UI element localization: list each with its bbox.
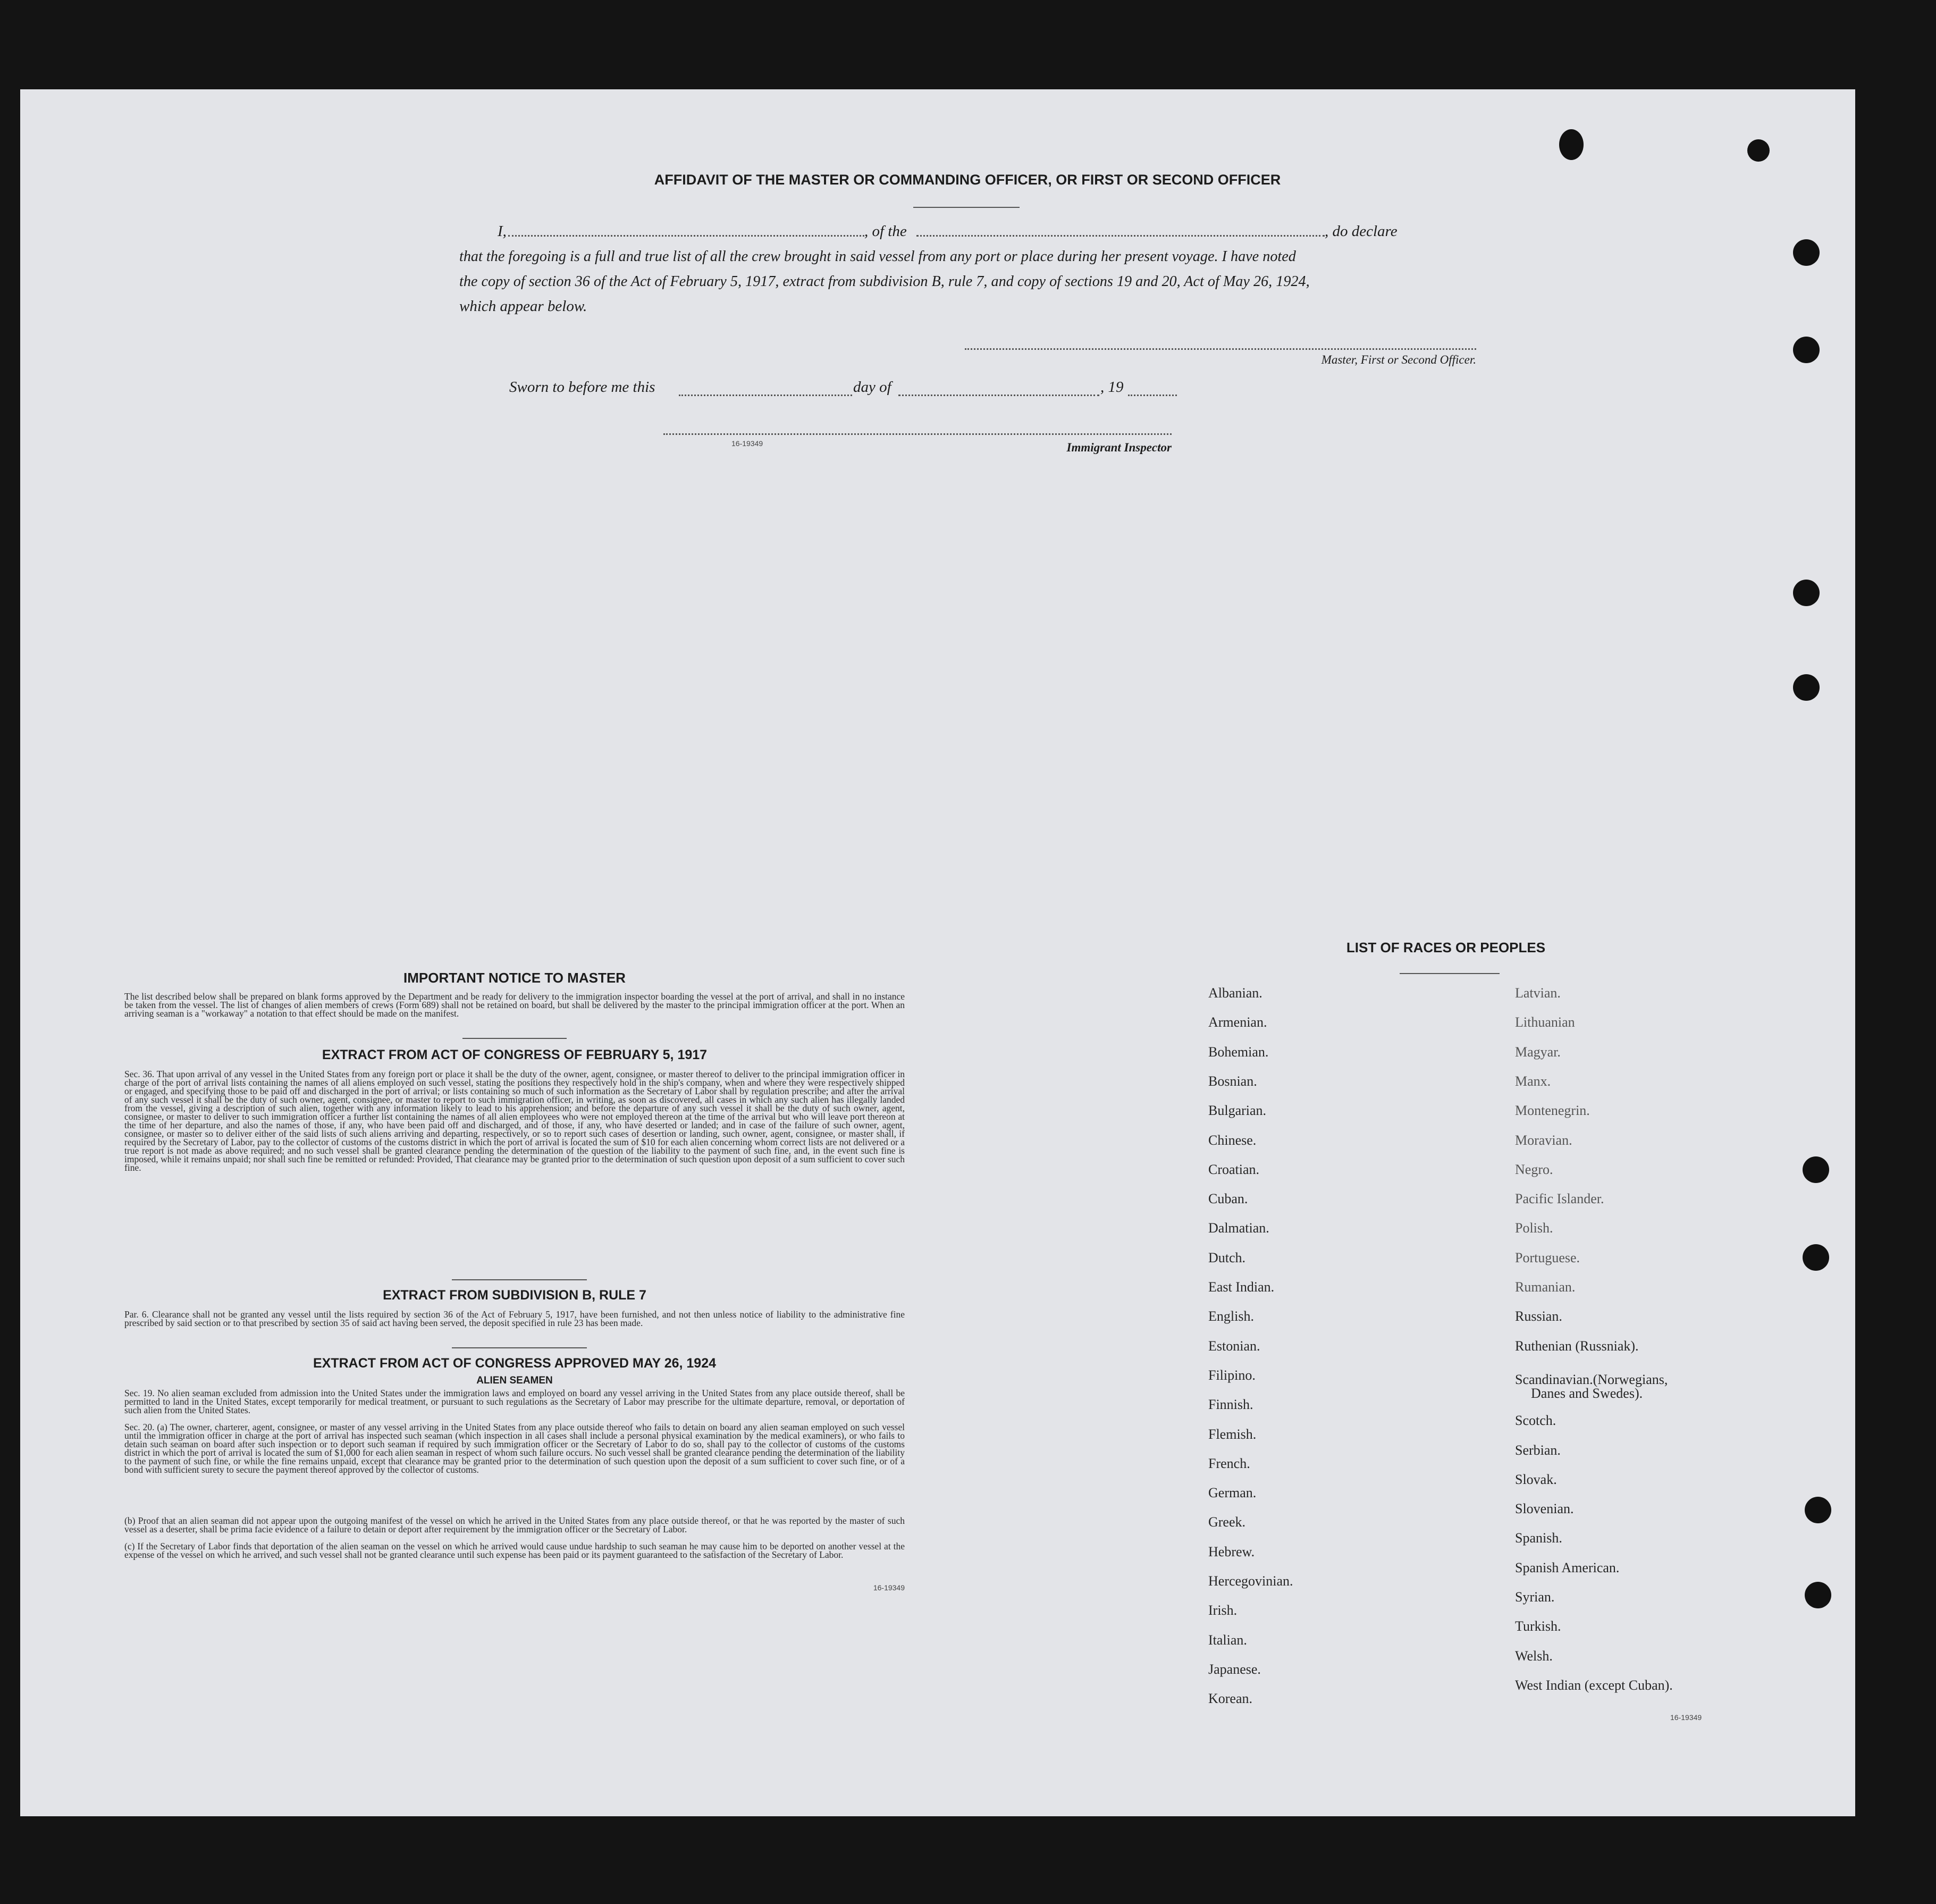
- sec-20c-text: (c) If the Secretary of Labor finds that deportation of the alien seaman on the vessel on which he arrived would cause undue hardship to such seaman he may cause him to be deported on another vessel at the expense of the vessel on which he arrived, and such vessel shall not be granted clearance until such expense has been paid or its payment guaranteed to the satisfaction of the Secretary of Labor.: [124, 1541, 905, 1560]
- affidavit-title: AFFIDAVIT OF THE MASTER OR COMMANDING OFFICER, OR FIRST OR SECOND OFFICER: [654, 172, 1281, 188]
- race-item: German.: [1208, 1485, 1257, 1501]
- race-item: Japanese.: [1208, 1661, 1261, 1677]
- race-item: Portuguese.: [1515, 1249, 1580, 1265]
- race-item: Polish.: [1515, 1220, 1553, 1236]
- race-item: Albanian.: [1208, 985, 1262, 1001]
- race-item: Estonian.: [1208, 1338, 1260, 1354]
- race-item: East Indian.: [1208, 1279, 1275, 1295]
- race-item: Magyar.: [1515, 1044, 1561, 1060]
- race-item: West Indian (except Cuban).: [1515, 1677, 1673, 1693]
- race-item: Manx.: [1515, 1073, 1551, 1089]
- race-item: Russian.: [1515, 1309, 1562, 1324]
- master-signature-line[interactable]: [965, 348, 1476, 350]
- punch-hole: [1559, 129, 1584, 160]
- punch-hole: [1793, 674, 1820, 701]
- race-item: Armenian.: [1208, 1014, 1267, 1030]
- race-item: Bosnian.: [1208, 1073, 1257, 1089]
- affidavit-line-4: which appear below.: [459, 298, 587, 315]
- master-label: Master, First or Second Officer.: [1321, 353, 1476, 366]
- race-item: Moravian.: [1515, 1132, 1572, 1148]
- notice-title: IMPORTANT NOTICE TO MASTER: [403, 970, 626, 986]
- extract-rule7-title: EXTRACT FROM SUBDIVISION B, RULE 7: [383, 1288, 646, 1303]
- affidavit-line-2: that the foregoing is a full and true list of all the crew brought in said vessel from any port or place during her present voyage. I have noted: [459, 248, 1296, 265]
- title-divider: [913, 207, 1020, 208]
- race-item: Croatian.: [1208, 1161, 1260, 1177]
- race-item: Hebrew.: [1208, 1544, 1255, 1559]
- punch-hole: [1803, 1244, 1829, 1271]
- race-item: Filipino.: [1208, 1367, 1256, 1383]
- punch-hole: [1793, 580, 1820, 606]
- race-item: Greek.: [1208, 1514, 1246, 1530]
- extract-1917-text: Sec. 36. That upon arrival of any vessel in the United States from any foreign port or place it shall be the duty of the owner, agent, consignee, or master thereof to deliver to the principal immigration officer in charge of the port of arrival lists containing the names of all aliens employed on such vessel, stating the positions they respectively hold in the ship's company, when and where they were respectively shipped or engaged, and specifying those to be paid off and discharged in the port of arrival; or lists containing so much of such information as the Secretary of Labor shall by regulation prescribe; and after the arrival of any such vessel it shall be the duty of such owner, agent, consignee, or master to report to such immigration officer, in writing, as soon as discovered, all cases in which any such alien has illegally landed from the vessel, giving a description of such alien, together with any information likely to lead to his apprehension; and before the departure of any such vessel it shall be the duty of such owner, agent, consignee, or master to deliver to such immigration officer a further list containing the names of all alien employees who were not employed thereon at the time of the arrival but who will leave port thereon at the time of her departure, and also the names of those, if any, who have been paid off and discharged, and of those, if any, who have deserted or landed; and in case of the failure of such owner, agent, consignee, or master so to deliver either of the said lists of such aliens arriving and departing, respectively, or so to report such cases of desertion or landing, such owner, agent, consignee, or master shall, if required by the Secretary of Labor, pay to the collector of customs of the customs district in which the port of arrival is located the sum of $10 for each alien concerning whom correct lists are not delivered or a true report is not made as above required; and no such vessel shall be granted clearance pending the determination of the question of the liability to the payment of such fine, and, in the event such fine is imposed, while it remains unpaid; nor shall such fine be remitted or refunded: Provided, That clearance may be granted prior to the determination of such question upon deposit of a sum sufficient to cover such fine.: [124, 1069, 905, 1173]
- affidavit-body: [459, 219, 1476, 319]
- sec-20a-text: Sec. 20. (a) The owner, charterer, agent, consignee, or master of any vessel arriving in the United States from any place outside thereof who fails to detain on board any alien seaman employed on such vessel until the immigration officer in charge at the port of arrival has inspected such seaman (which inspection in all cases shall include a personal physical examination by the medical examiners), or who fails to detain such seaman on board after such inspection or to deport such seaman if required by such immigration officer or the Secretary of Labor to do so, shall pay to the collector of customs of the customs district in which the port of arrival is located the sum of $1,000 for each alien seaman in respect of whom such failure occurs. No such vessel shall be granted clearance pending the determination of the liability to the payment of such fine, or while the fine remains unpaid, except that clearance may be granted prior to the determination of such question upon the deposit of a sum sufficient to cover such fine, or of a bond with sufficient surety to secure the payment thereof approved by the collector of customs.: [124, 1422, 905, 1475]
- extract-1924-title: EXTRACT FROM ACT OF CONGRESS APPROVED MAY 26, 1924: [313, 1356, 717, 1371]
- divider: [452, 1279, 587, 1280]
- race-item: Dutch.: [1208, 1249, 1246, 1265]
- race-item: Bohemian.: [1208, 1044, 1269, 1060]
- race-item: Spanish.: [1515, 1530, 1562, 1546]
- race-item: French.: [1208, 1455, 1250, 1471]
- punch-hole: [1803, 1156, 1829, 1183]
- race-item: Ruthenian (Russniak).: [1515, 1338, 1639, 1354]
- race-item: Welsh.: [1515, 1648, 1553, 1664]
- race-item: Italian.: [1208, 1632, 1247, 1648]
- extract-rule7-text: Par. 6. Clearance shall not be granted any vessel until the lists required by section 36 of the Act of February 5, 1917, have been furnished, and not then unless notice of liability to the administrative fine prescribed by said section or to that prescribed by section 35 of said act having been served, the deposit specified in rule 23 has been made.: [124, 1309, 905, 1328]
- race-item: Lithuanian: [1515, 1014, 1575, 1030]
- sworn-month-blank[interactable]: [898, 395, 1099, 396]
- inspector-signature-line[interactable]: [663, 433, 1172, 435]
- race-item: Spanish American.: [1515, 1559, 1620, 1575]
- race-item: Pacific Islander.: [1515, 1191, 1604, 1207]
- race-item: Latvian.: [1515, 985, 1561, 1001]
- race-item: Slovenian.: [1515, 1501, 1574, 1517]
- punch-hole: [1747, 139, 1770, 162]
- race-item: English.: [1208, 1309, 1254, 1324]
- vessel-blank[interactable]: [916, 235, 1325, 237]
- races-form-code: 16-19349: [1670, 1713, 1702, 1722]
- race-item: Montenegrin.: [1515, 1103, 1590, 1119]
- race-item: Cuban.: [1208, 1191, 1248, 1207]
- race-item: Korean.: [1208, 1691, 1253, 1707]
- alien-seamen-subtitle: ALIEN SEAMEN: [476, 1375, 553, 1386]
- notice-text: The list described below shall be prepared on blank forms approved by the Department and be ready for delivery to the immigration inspector boarding the vessel at the port of arrival, and shall in no instance be taken from the vessel. The list of changes of alien members of crews (Form 689) shall not be retained on board, but shall be delivered by the master to the principal immigration officer at the port. When an arriving seaman is a "workaway" a notation to that effect should be made on the manifest.: [124, 991, 905, 1019]
- name-blank[interactable]: [508, 235, 864, 237]
- notice-column: [124, 970, 905, 1592]
- race-item: Dalmatian.: [1208, 1220, 1269, 1236]
- races-divider: [1400, 973, 1500, 974]
- divider: [462, 1038, 567, 1039]
- race-item: Danes and Swedes).: [1531, 1386, 1643, 1401]
- race-item: Hercegovinian.: [1208, 1573, 1293, 1589]
- punch-hole: [1805, 1582, 1831, 1608]
- race-item: Scotch.: [1515, 1413, 1556, 1429]
- extract-1917-title: EXTRACT FROM ACT OF CONGRESS OF FEBRUARY 5, 1917: [322, 1047, 708, 1062]
- race-item: Rumanian.: [1515, 1279, 1576, 1295]
- affidavit-i: I,: [498, 223, 507, 240]
- sworn-day-blank[interactable]: [679, 395, 852, 396]
- inspector-label: Immigrant Inspector: [1066, 441, 1172, 454]
- race-item: Flemish.: [1208, 1426, 1257, 1442]
- race-item: Bulgarian.: [1208, 1103, 1267, 1119]
- affidavit-line-3: the copy of section 36 of the Act of February 5, 1917, extract from subdivision B, rule 7, and copy of sections 19 and 20, Act of May 26, 1924,: [459, 273, 1310, 290]
- race-item: Chinese.: [1208, 1132, 1257, 1148]
- race-item: Slovak.: [1515, 1471, 1557, 1487]
- race-item: Negro.: [1515, 1161, 1553, 1177]
- affidavit-of-the: , of the: [864, 223, 907, 240]
- year-text: , 19: [1100, 379, 1124, 396]
- notice-form-code: 16-19349: [873, 1583, 905, 1592]
- races-title: LIST OF RACES OR PEOPLES: [1346, 940, 1546, 955]
- sworn-text: Sworn to before me this: [509, 379, 655, 396]
- race-item: Irish.: [1208, 1603, 1238, 1618]
- race-item: Serbian.: [1515, 1442, 1561, 1458]
- race-item: Turkish.: [1515, 1618, 1561, 1634]
- race-item: Finnish.: [1208, 1397, 1253, 1413]
- day-of-text: day of: [853, 379, 891, 396]
- sec-20b-text: (b) Proof that an alien seaman did not appear upon the outgoing manifest of the vessel on which he arrived in the United States from any place outside thereof, or that he was reported by the master of such vessel as a deserter, shall be prima facie evidence of a failure to detain or deport after requirement by the immigration officer or the Secretary of Labor.: [124, 1515, 905, 1534]
- punch-hole: [1805, 1497, 1831, 1523]
- divider: [452, 1347, 587, 1348]
- sec-19-text: Sec. 19. No alien seaman excluded from admission into the United States under the immigration laws and employed on board any vessel arriving in the United States from any place outside thereof, shall be permitted to land in the United States, except temporarily for medical treatment, or pursuant to such regulations as the Secretary of Labor may prescribe for the ultimate departure, removal, or deportation of such alien from the United States.: [124, 1388, 905, 1415]
- punch-hole: [1793, 337, 1820, 363]
- race-item: Scandinavian.(Norwegians,: [1515, 1372, 1668, 1387]
- form-code: 16-19349: [731, 439, 763, 448]
- affidavit-do-declare: , do declare: [1325, 223, 1398, 240]
- punch-hole: [1793, 239, 1820, 266]
- sworn-year-blank[interactable]: [1128, 395, 1177, 396]
- race-item: Syrian.: [1515, 1589, 1555, 1605]
